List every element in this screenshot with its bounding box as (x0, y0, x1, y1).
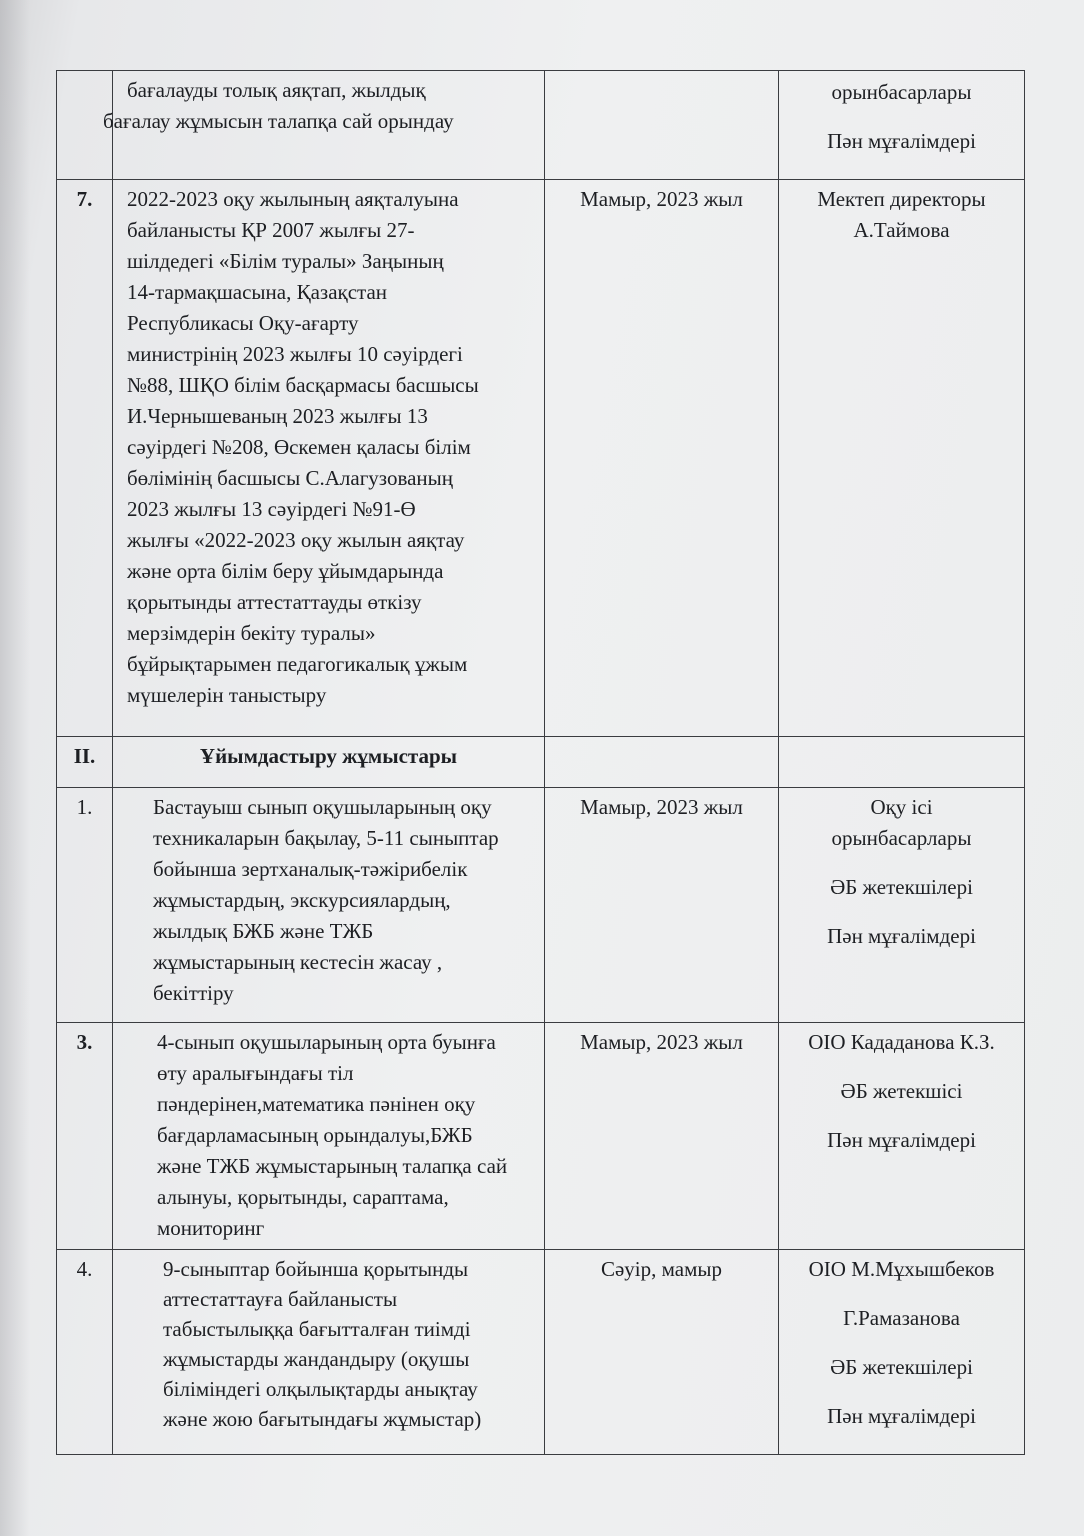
document-page (56, 70, 1024, 1455)
responsible-line: Мектеп директоры (817, 187, 986, 211)
description-line: техникаларын бақылау, 5-11 сыныптар (153, 826, 499, 850)
description-line: қорытынды аттестаттауды өткізу (127, 590, 422, 614)
table-row-1 (57, 788, 1025, 1023)
description-line: және орта білім беру ұйымдарында (127, 559, 444, 583)
description-line: және жою бағытындағы жұмыстар) (163, 1407, 482, 1431)
table-row-7 (57, 180, 1025, 737)
row-description (113, 1023, 545, 1250)
responsible-line: ОІО М.Мұхышбеков (808, 1257, 995, 1281)
description-line: табыстылыққа бағытталған тиімді (163, 1317, 471, 1341)
row-description (113, 180, 545, 737)
responsible-line: ӘБ жетекшілері (830, 875, 973, 899)
responsible-line: Оқу ісі (870, 795, 933, 819)
description-line: бөлімінің басшысы С.Алагузованың (127, 466, 454, 490)
row-number: 7. (57, 180, 113, 737)
row-description (103, 71, 545, 180)
description-line: алынуы, қорытынды, сараптама, (157, 1185, 449, 1209)
description-line: байланысты ҚР 2007 жылғы 27- (127, 218, 415, 242)
description-line: Республикасы Оқу-ағарту (127, 311, 359, 335)
row-date: Мамыр, 2023 жыл (545, 1023, 779, 1250)
description-line: министрінің 2023 жылғы 10 сәуірдегі (127, 342, 463, 366)
row-date: Мамыр, 2023 жыл (545, 788, 779, 1023)
description-line: бойынша зертханалық-тәжірибелік (153, 857, 468, 881)
description-line: 2023 жылғы 13 сәуірдегі №91-Ө (127, 497, 416, 521)
description-line: мерзімдерін бекіту туралы» (127, 621, 376, 645)
description-line: И.Чернышеваның 2023 жылғы 13 (127, 404, 428, 428)
table-row-continued (57, 71, 1025, 180)
description-line: шілдедегі «Білім туралы» Заңының (127, 249, 444, 273)
description-line: бағалауды толық аяқтап, жылдық (127, 78, 426, 102)
description-line: 14-тармақшасына, Қазақстан (127, 280, 388, 304)
responsible-line: Пән мұғалімдері (827, 924, 976, 948)
responsible-line: А.Таймова (853, 218, 950, 242)
section-row-ii (57, 737, 1025, 788)
section-title: Ұйымдастыру жұмыстары (113, 737, 545, 788)
description-line: мүшелерін таныстыру (127, 683, 327, 707)
responsible-line: Г.Рамазанова (843, 1306, 960, 1330)
responsible-line: Пән мұғалімдері (827, 129, 976, 153)
description-line: сәуірдегі №208, Өскемен қаласы білім (127, 435, 471, 459)
row-date: Мамыр, 2023 жыл (545, 180, 779, 737)
description-line: жұмыстарының кестесін жасау , (153, 950, 443, 974)
table-row-3 (57, 1023, 1025, 1250)
empty-cell (779, 737, 1025, 788)
description-line: жылдық БЖБ және ТЖБ (153, 919, 374, 943)
responsible-line: ОІО Кададанова К.З. (808, 1030, 995, 1054)
description-line: бағдарламасының орындалуы,БЖБ (157, 1123, 473, 1147)
row-responsible (779, 788, 1025, 1023)
description-line: пәндерінен,математика пәнінен оқу (157, 1092, 476, 1116)
row-date (545, 71, 779, 180)
row-number: 4. (57, 1250, 113, 1455)
description-line: жылғы «2022-2023 оқу жылын аяқтау (127, 528, 465, 552)
responsible-line: ӘБ жетекшілері (830, 1355, 973, 1379)
page-edge-shadow (0, 0, 30, 1536)
section-number: II. (57, 737, 113, 788)
table-row-4 (57, 1250, 1025, 1455)
description-line: 2022-2023 оқу жылының аяқталуына (127, 187, 459, 211)
plan-table (56, 70, 1025, 1455)
row-responsible (779, 180, 1025, 737)
description-line: 9-сыныптар бойынша қорытынды (163, 1257, 469, 1281)
responsible-line: Пән мұғалімдері (827, 1128, 976, 1152)
responsible-line: ӘБ жетекшісі (840, 1079, 963, 1103)
description-line: бұйрықтарымен педагогикалық ұжым (127, 652, 468, 676)
description-line: бекіттіру (153, 981, 234, 1005)
description-line: және ТЖБ жұмыстарының талапқа сай (157, 1154, 508, 1178)
empty-cell (545, 737, 779, 788)
row-description (113, 1250, 545, 1455)
row-responsible (779, 1023, 1025, 1250)
responsible-line: орынбасарлары (831, 80, 972, 104)
row-responsible (779, 71, 1025, 180)
description-line: біліміндегі олқылықтарды анықтау (163, 1377, 478, 1401)
responsible-line: Пән мұғалімдері (827, 1404, 976, 1428)
description-line: өту аралығындағы тіл (157, 1061, 354, 1085)
row-number: 1. (57, 788, 113, 1023)
description-line: 4-сынып оқушыларының орта буынға (157, 1030, 496, 1054)
description-line: аттестаттауға байланысты (163, 1287, 398, 1311)
row-number: 3. (57, 1023, 113, 1250)
description-line: бағалау жұмысын талапқа сай орындау (103, 109, 454, 133)
description-line: Бастауыш сынып оқушыларының оқу (153, 795, 492, 819)
row-date: Сәуір, мамыр (545, 1250, 779, 1455)
description-line: жұмыстарды жандандыру (оқушы (163, 1347, 470, 1371)
row-description (113, 788, 545, 1023)
responsible-line: орынбасарлары (831, 826, 972, 850)
description-line: мониторинг (157, 1216, 265, 1240)
description-line: №88, ШҚО білім басқармасы басшысы (127, 373, 479, 397)
row-responsible (779, 1250, 1025, 1455)
description-line: жұмыстардың, экскурсиялардың, (153, 888, 451, 912)
